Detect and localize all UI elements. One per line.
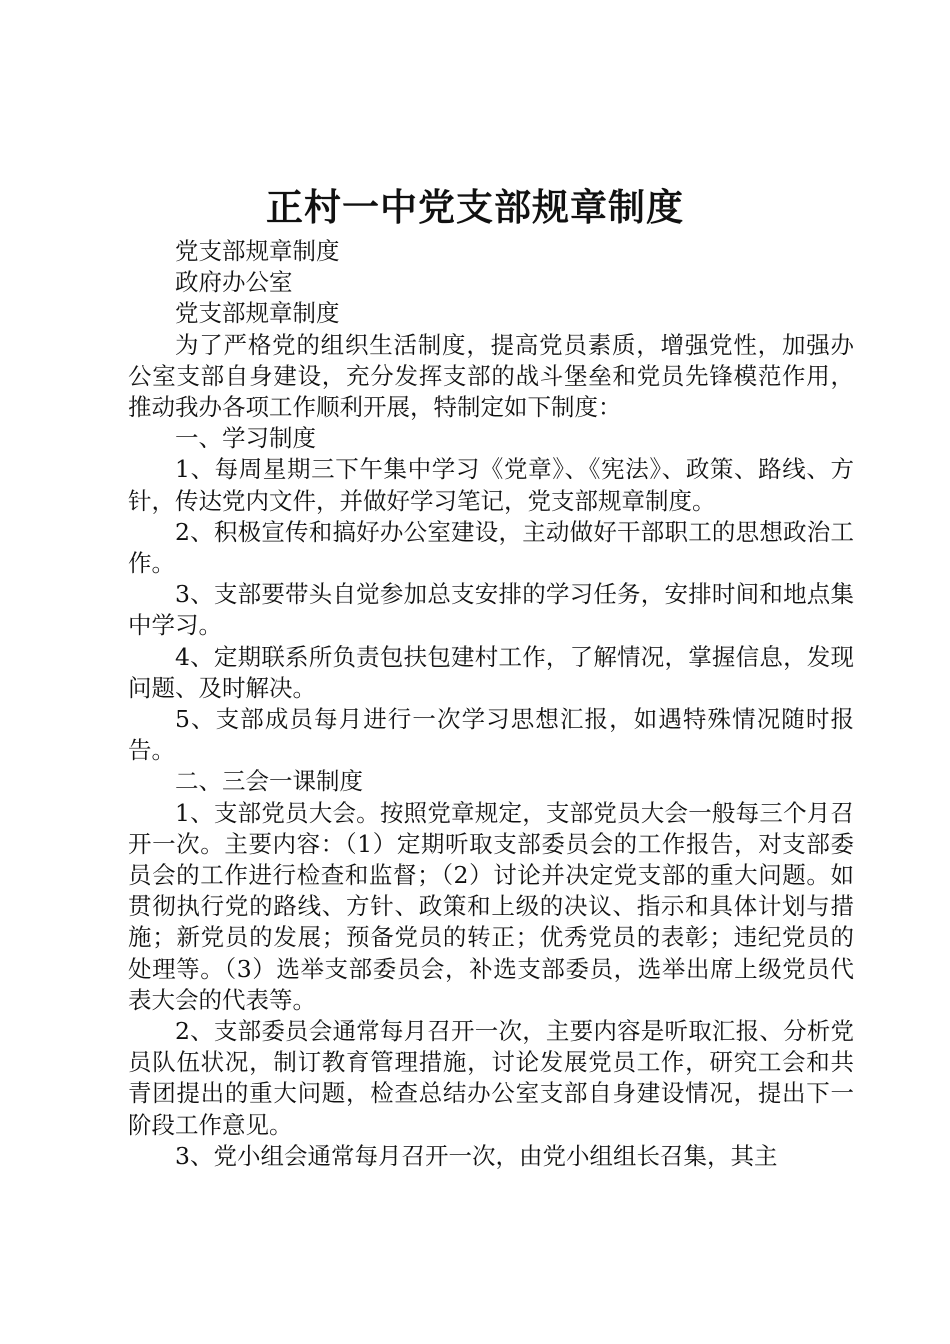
document-title: 正村一中党支部规章制度 (266, 186, 684, 229)
paragraph: 4、定期联系所负责包扶包建村工作，了解情况，掌握信息，发现问题、及时解决。 (128, 642, 854, 702)
paragraph: 党支部规章制度 (175, 237, 340, 265)
paragraph: 3、党小组会通常每月召开一次，由党小组组长召集，其主 (175, 1141, 778, 1170)
paragraph: 1、每周星期三下午集中学习《党章》、《宪法》、政策、路线、方针，传达党内文件，并做好学习笔记，党支部规章制度。 (128, 455, 854, 515)
document-body (128, 236, 854, 1172)
paragraph: 2、支部委员会通常每月召开一次，主要内容是听取汇报、分析党员队伍状况，制订教育管理措施，讨论发展党员工作，研究工会和共青团提出的重大问题，检查总结办公室支部自身建设情况，提出下一阶段工作意见。 (128, 1017, 854, 1139)
paragraph: 1、支部党员大会。按照党章规定，支部党员大会一般每三个月召开一次。主要内容：（1）定期听取支部委员会的工作报告，对支部委员会的工作进行检查和监督；（2）讨论并决定党支部的重大问题。如贯彻执行党的路线、方针、政策和上级的决议、指示和具体计划与措施；新党员的发展；预备党员的转正；优秀党员的表彰；违纪党员的处理等。（3）选举支部委员会，补选支部委员，选举出席上级党员代表大会的代表等。 (128, 798, 854, 1014)
paragraph: 2、积极宣传和搞好办公室建设，主动做好干部职工的思想政治工作。 (128, 517, 854, 578)
section-heading: 二、三会一课制度 (175, 767, 363, 796)
paragraph: 政府办公室 (175, 268, 293, 297)
paragraph: 为了严格党的组织生活制度，提高党员素质，增强党性，加强办公室支部自身建设，充分发挥支部的战斗堡垒和党员先锋模范作用，推动我办各项工作顺利开展，特制定如下制度： (128, 330, 854, 422)
paragraph: 3、支部要带头自觉参加总支安排的学习任务，安排时间和地点集中学习。 (128, 580, 854, 640)
paragraph: 5、支部成员每月进行一次学习思想汇报，如遇特殊情况随时报告。 (128, 705, 854, 765)
paragraph: 党支部规章制度 (175, 299, 340, 328)
section-heading: 一、学习制度 (175, 424, 316, 453)
